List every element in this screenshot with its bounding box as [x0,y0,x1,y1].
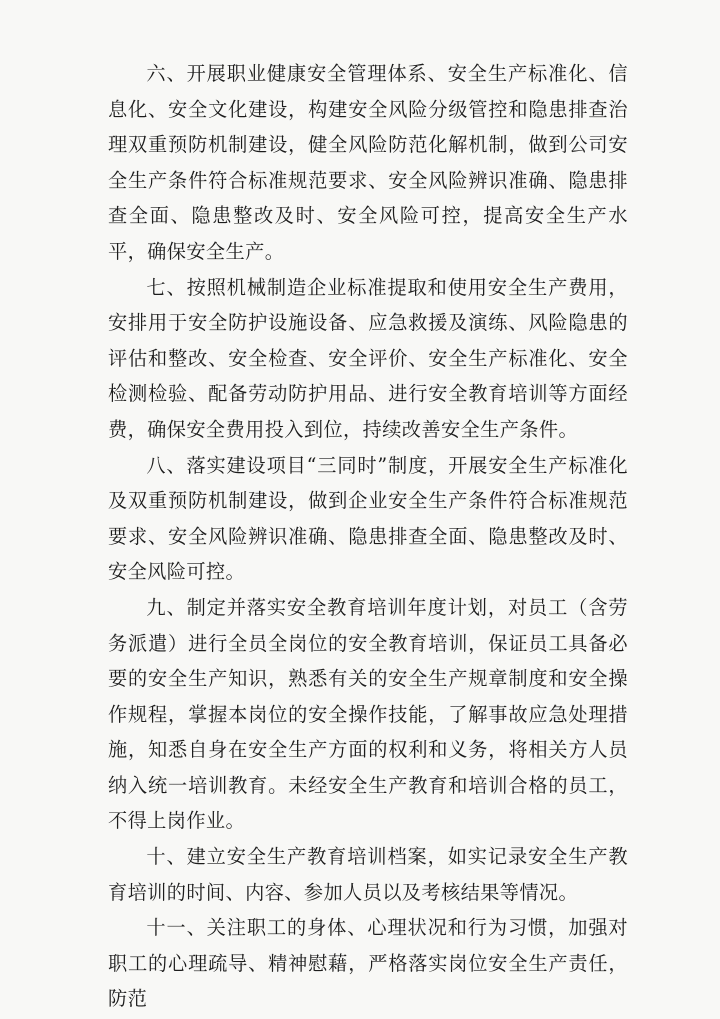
paragraph-11: 十一、关注职工的身体、心理状况和行为习惯，加强对职工的心理疏导、精神慰藉，严格落实岗位安全生产责任，防范 [108,916,628,1011]
paragraph-10: 十、建立安全生产教育培训档案，如实记录安全生产教育培训的时间、内容、参加人员以及考核结果等情况。 [108,845,628,904]
paragraph-6: 六、开展职业健康安全管理体系、安全生产标准化、信息化、安全文化建设，构建安全风险分级管控和隐患排查治理双重预防机制建设，健全风险防范化解机制，做到公司安全生产条件符合标准规范要求、安全风险辨识准确、隐患排查全面、隐患整改及时、安全风险可控，提高安全生产水平，确保安全生产。 [108,62,628,263]
paragraph-9: 九、制定并落实安全教育培训年度计划，对员工（含劳务派遣）进行全员全岗位的安全教育培训，保证员工具备必要的安全生产知识，熟悉有关的安全生产规章制度和安全操作规程，掌握本岗位的安全操作技能，了解事故应急处理措施，知悉自身在安全生产方面的权利和义务，将相关方人员纳入统一培训教育。未经安全生产教育和培训合格的员工，不得上岗作业。 [108,595,628,833]
document-body [108,56,628,1017]
paragraph-7: 七、按照机械制造企业标准提取和使用安全生产费用，安排用于安全防护设施设备、应急救援及演练、风险隐患的评估和整改、安全检查、安全评价、安全生产标准化、安全检测检验、配备劳动防护用品、进行安全教育培训等方面经费，确保安全费用投入到位，持续改善安全生产条件。 [108,275,628,441]
paragraph-8: 八、落实建设项目“三同时”制度，开展安全生产标准化及双重预防机制建设，做到企业安全生产条件符合标准规范要求、安全风险辨识准确、隐患排查全面、隐患整改及时、安全风险可控。 [108,453,628,584]
